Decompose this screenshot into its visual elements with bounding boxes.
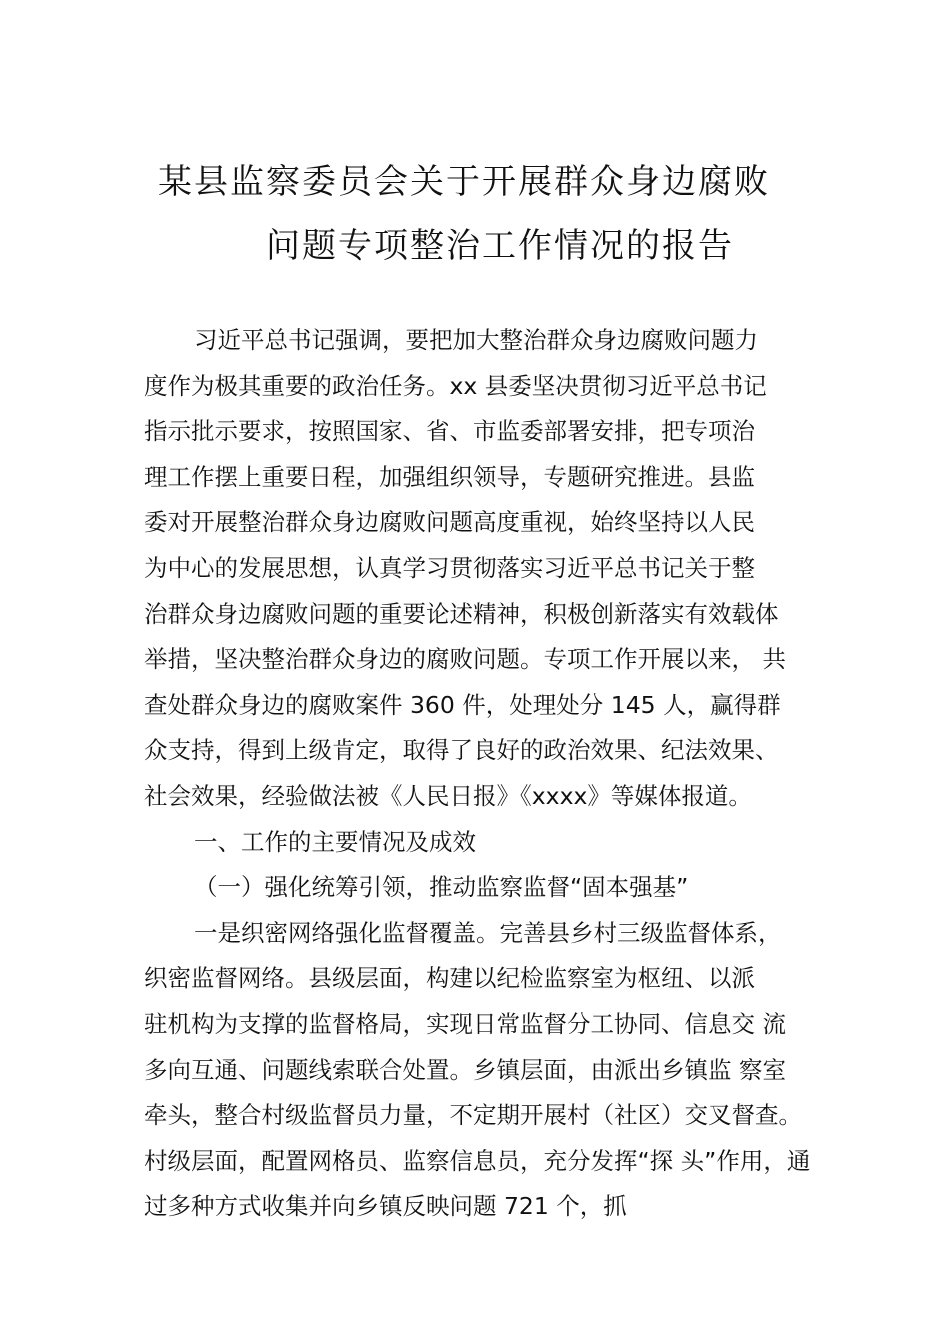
- paragraph-line: 村级层面，配置网格员、监察信息员，充分发挥“探 头”作用，通: [144, 1146, 811, 1175]
- section-heading: 一、工作的主要情况及成效: [194, 827, 476, 856]
- paragraph-line: [144, 1230, 834, 1276]
- subsection-heading: （一）强化统筹引领，推动监察监督“固本强基”: [194, 873, 689, 902]
- document-body: [144, 318, 834, 1275]
- paragraph-line: 织密监督网络。县级层面，构建以纪检监察室为枢纽、以派: [144, 964, 755, 993]
- paragraph-line: 理工作摆上重要日程，加强组织领导，专题研究推进。县监: [144, 462, 755, 491]
- paragraph-line: 治群众身边腐败问题的重要论述精神，积极创新落实有效载体: [144, 599, 779, 628]
- document-title-line-2: 问题专项整治工作情况的报告: [266, 226, 734, 266]
- paragraph-line: 度作为极其重要的政治任务。xx 县委坚决贯彻习近平总书记: [144, 371, 767, 400]
- paragraph-line: 举措，坚决整治群众身边的腐败问题。专项工作开展以来， 共: [144, 645, 786, 674]
- paragraph-line: 为中心的发展思想，认真学习贯彻落实习近平总书记关于整: [144, 553, 755, 582]
- paragraph-line: 一是织密网络强化监督覆盖。完善县乡村三级监督体系，: [194, 918, 782, 947]
- paragraph-line: 驻机构为支撑的监督格局，实现日常监督分工协同、信息交 流: [144, 1009, 786, 1038]
- paragraph-line: 众支持，得到上级肯定，取得了良好的政治效果、纪法效果、: [144, 736, 779, 765]
- paragraph-line: 委对开展整治群众身边腐败问题高度重视，始终坚持以人民: [144, 508, 755, 537]
- paragraph-line: 指示批示要求，按照国家、省、市监委部署安排，把专项治: [144, 417, 755, 446]
- paragraph-line: 社会效果，经验做法被《人民日报》《xxxx》等媒体报道。: [144, 781, 752, 810]
- paragraph-line: 过多种方式收集并向乡镇反映问题 721 个，抓: [144, 1192, 627, 1221]
- document-title-line-1: 某县监察委员会关于开展群众身边腐败: [158, 162, 770, 202]
- paragraph-line: 牵头，整合村级监督员力量，不定期开展村（社区）交叉督查。: [144, 1101, 802, 1130]
- paragraph-line: 习近平总书记强调，要把加大整治群众身边腐败问题力: [194, 326, 758, 354]
- paragraph-line: 多向互通、问题线索联合处置。乡镇层面，由派出乡镇监 察室: [144, 1055, 786, 1084]
- paragraph-line: 查处群众身边的腐败案件 360 件，处理处分 145 人，赢得群: [144, 690, 781, 719]
